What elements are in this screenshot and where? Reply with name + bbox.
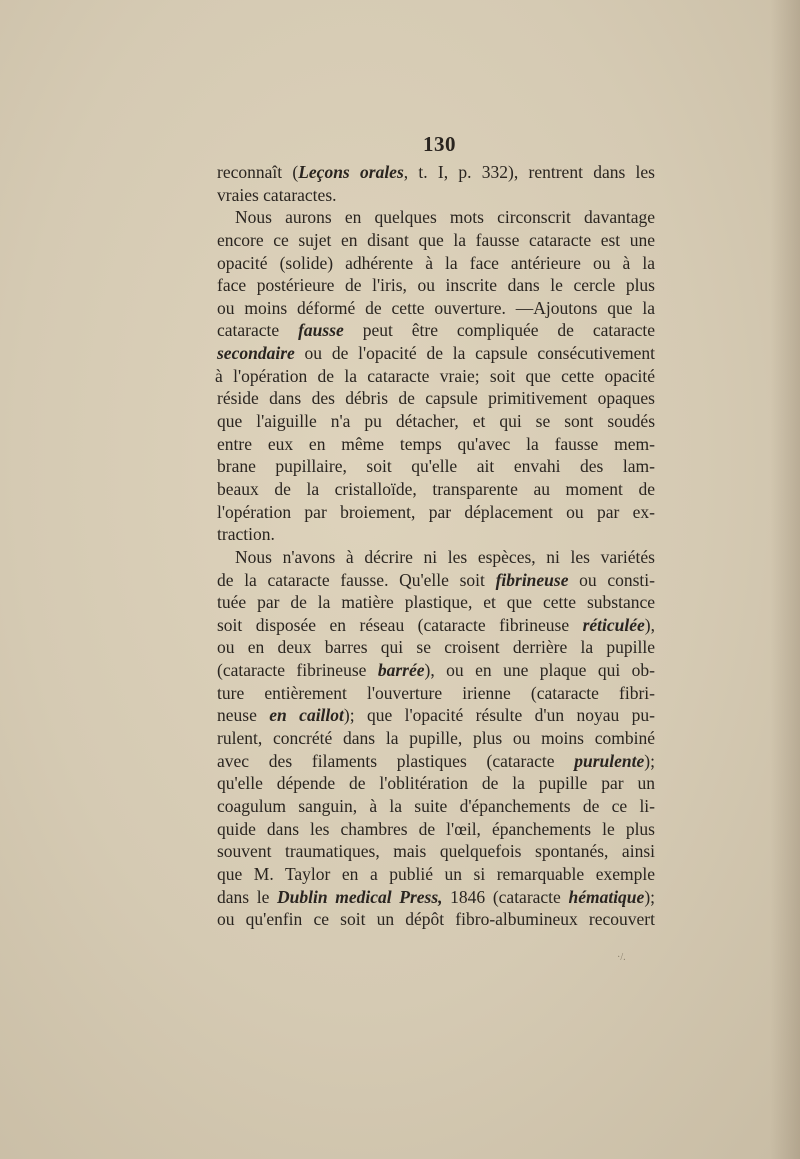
text-line	[217, 659, 655, 682]
text-line	[215, 365, 655, 388]
text-line	[217, 319, 655, 342]
text-run: quide dans les chambres de l'œil, épanchements le plus	[217, 818, 655, 839]
text-line	[217, 727, 655, 750]
text-run: peut être compliquée de cataracte	[343, 320, 656, 341]
text-run: à l'opération de la cataracte vraie; soit que cette opacité	[215, 365, 655, 386]
text-run: que l'aiguille n'a pu détacher, et qui se sont soudés	[217, 411, 655, 432]
text-run: encore ce sujet en disant que la fausse cataracte est une	[217, 229, 655, 250]
text-line	[217, 886, 655, 909]
text-run: );	[644, 750, 655, 771]
text-run: coagulum sanguin, à la suite d'épanchements de ce li-	[217, 795, 655, 816]
text-line	[217, 410, 655, 433]
text-line	[217, 818, 655, 841]
text-run: Nous aurons en quelques mots circonscrit davantage	[235, 207, 655, 228]
text-run: ture entièrement l'ouverture irienne (cataracte fibri-	[217, 682, 655, 703]
text-line	[217, 387, 655, 410]
text-line	[217, 569, 655, 592]
text-run: avec des filaments plastiques (cataracte	[217, 750, 575, 771]
text-line	[217, 161, 655, 184]
text-run: , t. I, p. 332), rentrent dans les	[403, 162, 655, 182]
text-line	[217, 501, 655, 524]
text-run: (cataracte fibrineuse	[217, 660, 378, 681]
text-run: que M. Taylor en a publié un si remarquable exemple	[217, 863, 655, 884]
text-line	[217, 478, 655, 501]
text-line	[217, 772, 655, 795]
text-line	[217, 795, 655, 818]
text-run: Nous n'avons à décrire ni les espèces, ni les variétés	[235, 546, 655, 567]
italic-text: fausse	[298, 320, 344, 341]
text-line	[217, 908, 655, 931]
text-line	[217, 614, 655, 637]
text-run: de la cataracte fausse. Qu'elle soit	[217, 569, 496, 590]
text-line	[217, 636, 655, 659]
italic-text: en caillot	[269, 705, 344, 726]
text-run: ), ou en une plaque qui ob-	[424, 660, 655, 681]
text-run: ou consti-	[568, 569, 655, 590]
italic-text: Dublin medical Press,	[277, 886, 443, 907]
text-run: vraies cataractes.	[217, 184, 337, 205]
text-run: ),	[644, 614, 655, 635]
text-run: ou qu'enfin ce soit un dépôt fibro-albumineux recouvert	[217, 909, 655, 930]
text-run: souvent traumatiques, mais quelquefois spontanés, ainsi	[217, 841, 655, 862]
text-line	[217, 704, 655, 727]
text-run: tuée par de la matière plastique, et que cette substance	[217, 592, 655, 613]
text-line	[217, 252, 655, 275]
text-line	[217, 206, 655, 229]
text-line	[217, 750, 655, 773]
text-line	[217, 840, 655, 863]
italic-text: purulente	[574, 750, 645, 771]
italic-text: secondaire	[217, 343, 295, 364]
text-line	[217, 682, 655, 705]
text-line	[217, 546, 655, 569]
text-run: opacité (solide) adhérente à la face antérieure ou à la	[217, 252, 655, 273]
text-run: qu'elle dépende de l'oblitération de la pupille par un	[217, 773, 655, 794]
text-line	[217, 229, 655, 252]
text-line	[217, 297, 655, 320]
text-run: cataracte	[217, 320, 299, 341]
text-run: reconnaît (	[217, 162, 299, 182]
text-run: soit disposée en réseau (cataracte fibrineuse	[217, 614, 583, 635]
text-line	[217, 433, 655, 456]
page-fold-shadow	[770, 0, 800, 1159]
text-run: neuse	[217, 705, 270, 726]
text-line	[217, 523, 655, 546]
text-run: réside dans des débris de capsule primitivement opaques	[217, 388, 655, 409]
italic-text: barrée	[377, 660, 425, 681]
text-run: entre eux en même temps qu'avec la fausse mem-	[217, 433, 655, 454]
text-line	[217, 591, 655, 614]
text-run: ); que l'opacité résulte d'un noyau pu-	[343, 705, 655, 726]
text-run: dans le	[217, 886, 278, 907]
text-line	[217, 455, 655, 478]
page-number: 130	[423, 132, 456, 156]
italic-text: Leçons orales	[298, 162, 404, 182]
text-run: ou en deux barres qui se croisent derrière la pupille	[217, 637, 655, 658]
italic-text: réticulée	[582, 614, 645, 635]
text-run: );	[644, 886, 656, 907]
body-text	[217, 161, 655, 931]
text-run: rulent, concrété dans la pupille, plus ou moins combiné	[217, 728, 655, 749]
text-line	[217, 274, 655, 297]
text-run: traction.	[217, 524, 275, 545]
marginal-mark: ·/.	[617, 952, 626, 963]
text-run: ou moins déformé de cette ouverture. —Ajoutons que la	[217, 297, 655, 318]
text-run: brane pupillaire, soit qu'elle ait envahi des lam-	[217, 456, 655, 477]
text-run: 1846 (cataracte	[442, 886, 569, 907]
text-line	[217, 184, 655, 207]
italic-text: hématique	[568, 886, 645, 907]
text-line	[217, 342, 655, 365]
text-run: l'opération par broiement, par déplacement ou par ex-	[217, 501, 655, 522]
text-run: face postérieure de l'iris, ou inscrite dans le cercle plus	[217, 275, 655, 296]
text-run: ou de l'opacité de la capsule consécutivement	[294, 343, 655, 364]
text-line	[217, 863, 655, 886]
text-run: beaux de la cristalloïde, transparente au moment de	[217, 478, 655, 499]
italic-text: fibrineuse	[495, 569, 569, 590]
